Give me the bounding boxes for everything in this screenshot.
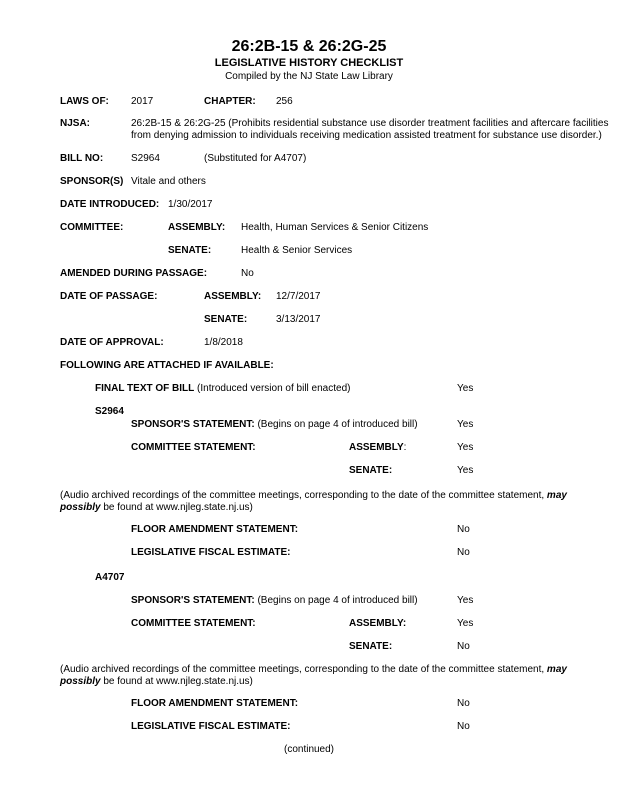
s2964-assembly-value: Yes <box>457 442 474 453</box>
final-text-value: Yes <box>457 383 474 394</box>
a4707-audio-text-1: (Audio archived recordings of the committee meetings, corresponding to the date of the committee statement, <box>60 664 545 675</box>
a4707-fiscal-label: LEGISLATIVE FISCAL ESTIMATE: <box>131 721 291 732</box>
committee-assembly-value: Health, Human Services & Senior Citizens <box>241 222 429 233</box>
s2964-audio-note <box>60 490 605 514</box>
committee-senate-label: SENATE: <box>168 245 212 256</box>
final-text-row <box>95 383 350 395</box>
passage-assembly-value: 12/7/2017 <box>276 291 321 302</box>
date-introduced-value: 1/30/2017 <box>168 199 213 210</box>
final-text-note: (Introduced version of bill enacted) <box>197 383 351 394</box>
page-title: 26:2B-15 & 26:2G-25 <box>231 38 387 55</box>
a4707-sponsor-row <box>131 595 418 607</box>
passage-senate-value: 3/13/2017 <box>276 314 321 325</box>
a4707-floor-label: FLOOR AMENDMENT STATEMENT: <box>131 698 299 709</box>
chapter-label: CHAPTER: <box>204 96 256 107</box>
laws-of-value: 2017 <box>131 96 154 107</box>
committee-label: COMMITTEE: <box>60 222 124 233</box>
continued-note: (continued) <box>283 744 335 755</box>
a4707-sponsor-label: SPONSOR'S STATEMENT: <box>131 595 255 606</box>
s2964-sponsor-row <box>131 419 418 431</box>
s2964-senate-value: Yes <box>457 465 474 476</box>
date-introduced-label: DATE INTRODUCED: <box>60 199 160 210</box>
s2964-fiscal-label: LEGISLATIVE FISCAL ESTIMATE: <box>131 547 291 558</box>
passage-senate-label: SENATE: <box>204 314 248 325</box>
njsa-line-1: 26:2B-15 & 26:2G-25 (Prohibits residential substance use disorder treatment facilities and aftercare facilities <box>131 118 609 129</box>
attached-heading: FOLLOWING ARE ATTACHED IF AVAILABLE: <box>60 360 274 371</box>
bill-no-value: S2964 <box>131 153 160 164</box>
s2964-sponsor-value: Yes <box>457 419 474 430</box>
amended-label: AMENDED DURING PASSAGE: <box>60 268 208 279</box>
njsa-label: NJSA: <box>60 118 91 129</box>
s2964-audio-text-1: (Audio archived recordings of the committee meetings, corresponding to the date of the committee statement, <box>60 490 545 501</box>
s2964-bill-label: S2964 <box>95 406 124 417</box>
laws-of-label: LAWS OF: <box>60 96 109 107</box>
a4707-assembly-value: Yes <box>457 618 474 629</box>
s2964-senate-label: SENATE: <box>349 465 393 476</box>
s2964-sponsor-note: (Begins on page 4 of introduced bill) <box>257 419 418 430</box>
sponsors-value: Vitale and others <box>131 176 206 187</box>
date-of-approval-value: 1/8/2018 <box>204 337 243 348</box>
a4707-audio-note <box>60 664 605 688</box>
s2964-audio-text-2: be found at www.njleg.state.nj.us) <box>103 502 253 513</box>
a4707-bill-label: A4707 <box>95 572 125 583</box>
final-text-label: FINAL TEXT OF BILL <box>95 383 195 394</box>
s2964-committee-label: COMMITTEE STATEMENT: <box>131 442 256 453</box>
date-of-passage-label: DATE OF PASSAGE: <box>60 291 158 302</box>
passage-assembly-label: ASSEMBLY: <box>204 291 262 302</box>
s2964-audio-emph: may possibly <box>60 490 567 513</box>
s2964-floor-label: FLOOR AMENDMENT STATEMENT: <box>131 524 299 535</box>
s2964-fiscal-value: No <box>457 547 470 558</box>
s2964-assembly-label: ASSEMBLY <box>349 442 404 453</box>
bill-no-label: BILL NO: <box>60 153 104 164</box>
s2964-assembly-row: ASSEMBLY: <box>349 442 407 453</box>
committee-assembly-label: ASSEMBLY: <box>168 222 226 233</box>
s2964-floor-value: No <box>457 524 470 535</box>
amended-value: No <box>241 268 254 279</box>
a4707-audio-emph: may possibly <box>60 664 567 687</box>
a4707-senate-label: SENATE: <box>349 641 393 652</box>
njsa-line-2: from denying admission to individuals receiving medication assisted treatment for substance use disorder.) <box>131 130 602 141</box>
a4707-sponsor-value: Yes <box>457 595 474 606</box>
a4707-fiscal-value: No <box>457 721 470 732</box>
a4707-audio-text-2: be found at www.njleg.state.nj.us) <box>103 676 253 687</box>
a4707-assembly-label: ASSEMBLY: <box>349 618 407 629</box>
chapter-value: 256 <box>276 96 293 107</box>
a4707-committee-label: COMMITTEE STATEMENT: <box>131 618 256 629</box>
date-of-approval-label: DATE OF APPROVAL: <box>60 337 164 348</box>
page-subtitle: LEGISLATIVE HISTORY CHECKLIST <box>214 57 404 69</box>
s2964-sponsor-label: SPONSOR'S STATEMENT: <box>131 419 255 430</box>
a4707-sponsor-note: (Begins on page 4 of introduced bill) <box>257 595 418 606</box>
a4707-senate-value: No <box>457 641 470 652</box>
committee-senate-value: Health & Senior Services <box>241 245 353 256</box>
a4707-floor-value: No <box>457 698 470 709</box>
bill-no-note: (Substituted for A4707) <box>204 153 307 164</box>
sponsors-label: SPONSOR(S) <box>60 176 124 187</box>
compiled-by: Compiled by the NJ State Law Library <box>225 71 393 82</box>
